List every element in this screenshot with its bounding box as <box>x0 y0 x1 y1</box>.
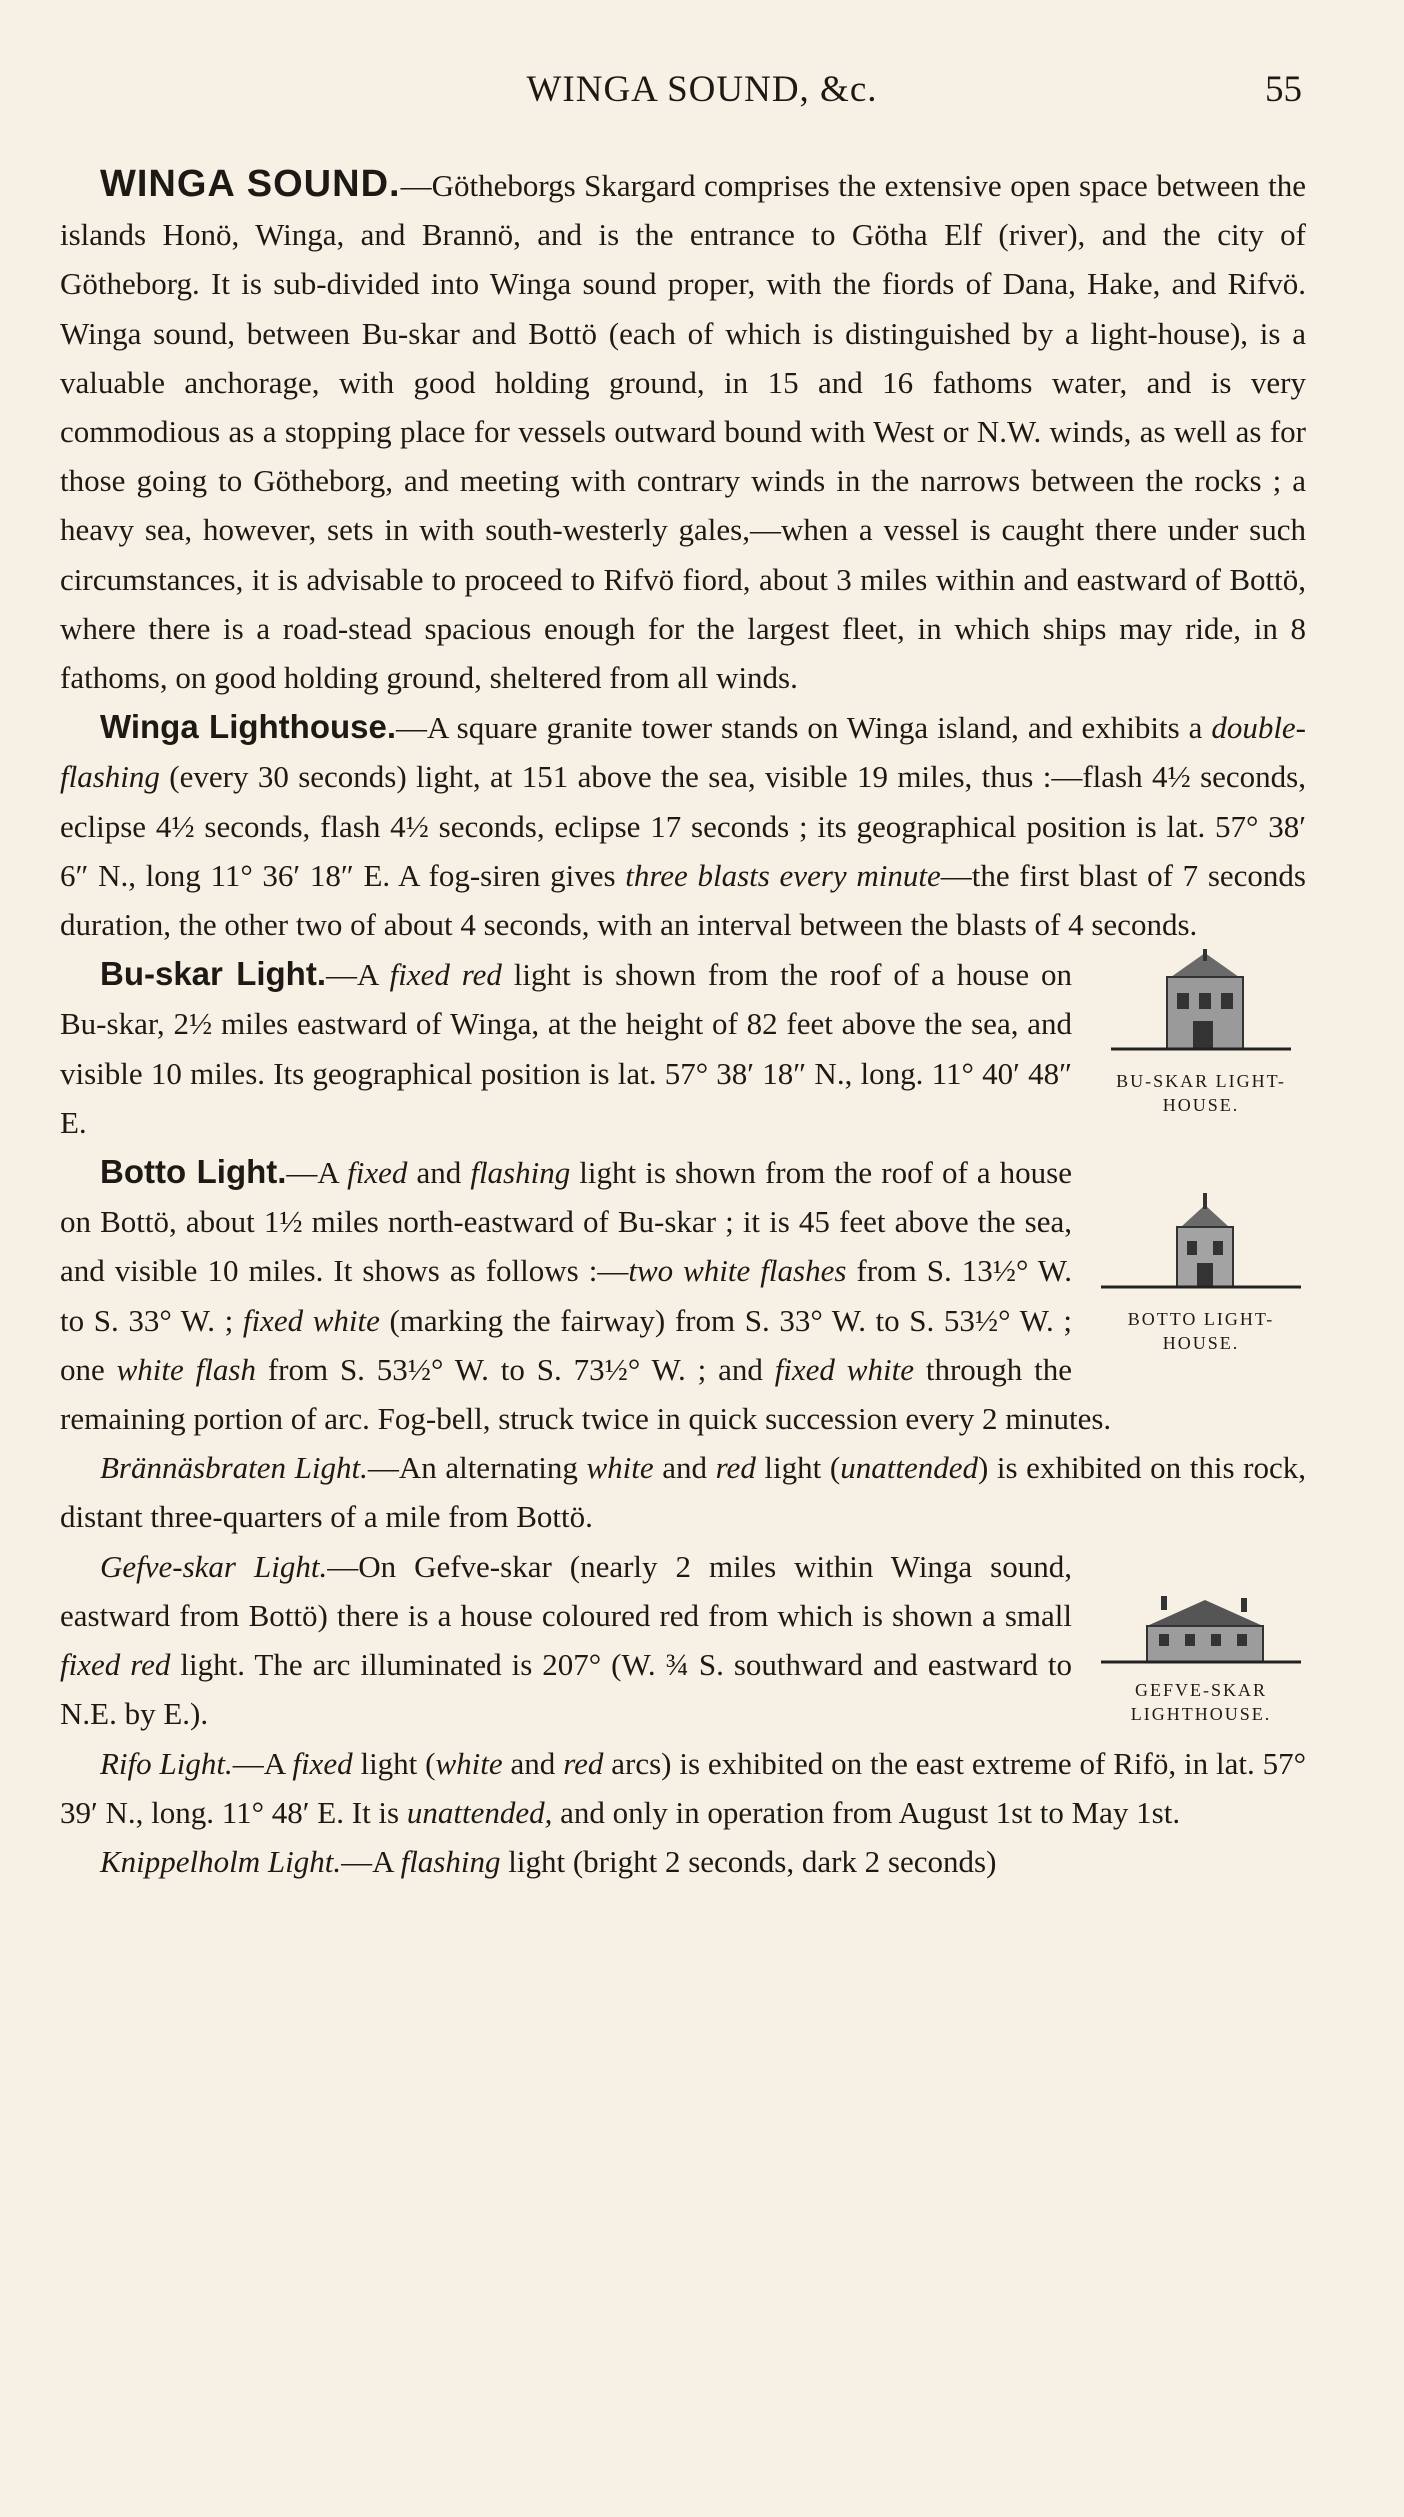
rifo-text-5: and only in operation from August 1st to May 1st. <box>552 1794 1181 1830</box>
winga-lighthouse-heading: Winga Lighthouse. <box>100 708 397 746</box>
winga-lighthouse-em-2: three blasts every minute <box>625 857 941 893</box>
bu-skar-caption-2: HOUSE. <box>1162 1095 1240 1116</box>
knippelholm-em-1: flashing <box>400 1843 501 1879</box>
rifo-paragraph <box>60 1739 1306 1837</box>
brannasbraten-heading: Brännäsbraten Light. <box>100 1450 368 1486</box>
winga-lighthouse-text-2: (every 30 seconds) light, at 151 above the sea, visible 19 miles, thus :—flash 4½ seconds, eclipse 4½ seconds, flash 4½ seconds, eclipse 17 seconds ; its geographical position is lat. 57° 38′ 6″ N., long 11° 36′ 18″ E. A fog-siren gives <box>60 759 1306 893</box>
botto-em-3: two white flashes <box>628 1253 847 1289</box>
winga-lighthouse-paragraph <box>60 702 1306 949</box>
brannasbraten-paragraph <box>60 1443 1306 1541</box>
gefve-skar-caption-2: LIGHTHOUSE. <box>1130 1703 1272 1724</box>
brannasbraten-text-1: —An alternating <box>367 1450 587 1486</box>
botto-heading: Botto Light. <box>100 1153 287 1191</box>
winga-sound-paragraph <box>60 160 1306 702</box>
rifo-text-2: light ( <box>352 1745 436 1781</box>
body-text <box>60 160 1306 1886</box>
brannasbraten-em-1: white <box>586 1450 654 1486</box>
brannasbraten-em-2: red <box>715 1450 756 1486</box>
bu-skar-figure <box>1096 949 1306 1117</box>
knippelholm-paragraph <box>60 1837 1306 1886</box>
botto-em-4: fixed white <box>242 1302 380 1338</box>
brannasbraten-text-2: and <box>653 1450 716 1486</box>
botto-text-7: through the remaining portion of arc. Fog-bell, struck twice in quick succession every 2 minutes. <box>60 1351 1112 1437</box>
winga-lighthouse-text-3: —the first blast of 7 seconds duration, the other two of about 4 seconds, with an interval between the blasts of 4 seconds. <box>60 857 1307 943</box>
brannasbraten-text-3: light ( <box>755 1450 841 1486</box>
bu-skar-em-1: fixed red <box>389 957 502 993</box>
brannasbraten-text-4: ) is exhibited on this rock, distant three-quarters of a mile from Bottö. <box>60 1450 1306 1535</box>
rifo-em-1: fixed <box>292 1745 353 1781</box>
botto-text-3: light is shown from the roof of a house on Bottö, about 1½ miles north-eastward of Bu-skar ; it is 45 feet above the sea, and visible 10 miles. It shows as follows :— <box>60 1155 1073 1289</box>
page-header <box>0 68 1404 118</box>
winga-lighthouse-em-1: double-flashing <box>60 710 1307 795</box>
running-head: WINGA SOUND, &c. <box>526 69 878 110</box>
botto-em-1: fixed <box>347 1155 408 1191</box>
rifo-em-4: unattended, <box>406 1794 553 1830</box>
botto-lighthouse-drawing <box>1101 1187 1301 1307</box>
botto-text-1: —A <box>286 1155 348 1191</box>
botto-caption-2: HOUSE. <box>1162 1333 1240 1354</box>
rifo-text-4: arcs) is exhibited on the east extreme of Rifö, in lat. 57° 39′ N., long. 11° 48′ E. It is <box>60 1745 1306 1830</box>
botto-em-6: fixed white <box>774 1351 914 1387</box>
gefve-skar-caption-1: GEFVE-SKAR <box>1134 1679 1267 1700</box>
bu-skar-text-1: —A <box>326 957 390 993</box>
brannasbraten-em-3: unattended <box>840 1450 978 1486</box>
botto-figure <box>1096 1187 1306 1355</box>
rifo-em-2: white <box>435 1745 503 1781</box>
botto-em-2: flashing <box>470 1155 571 1191</box>
page-number: 55 <box>1265 69 1302 110</box>
knippelholm-text-2: light (bright 2 seconds, dark 2 seconds) <box>500 1843 997 1879</box>
botto-text-2: and <box>407 1155 471 1191</box>
knippelholm-text-1: —A <box>341 1843 401 1879</box>
bu-skar-heading: Bu-skar Light. <box>100 955 326 993</box>
botto-em-5: white flash <box>116 1351 256 1387</box>
gefve-skar-lighthouse-drawing <box>1101 1592 1301 1678</box>
gefve-skar-text-2: light. The arc illuminated is 207° (W. ¾ S. southward and eastward to N.E. by E.). <box>60 1647 1072 1732</box>
gefve-skar-text-1: —On Gefve-skar (nearly 2 miles within Winga sound, eastward from Bottö) there is a house coloured red from which is shown a small <box>60 1548 1072 1633</box>
bu-skar-lighthouse-drawing <box>1101 949 1301 1069</box>
winga-lighthouse-text-1: —A square granite tower stands on Winga island, and exhibits a <box>396 710 1212 746</box>
rifo-em-3: red <box>563 1745 604 1781</box>
botto-text-6: from S. 53½° W. to S. 73½° W. ; and <box>255 1351 775 1387</box>
botto-caption-1: BOTTO LIGHT- <box>1127 1309 1275 1330</box>
winga-sound-text: —Götheborgs Skargard comprises the extensive open space between the islands Honö, Winga, and Brannö, and is the entrance to Götha Elf (river), and the city of Götheborg. It is sub-divided into Winga sound proper, with the fiords of Dana, Hake, and Rifvö. Winga sound, between Bu-skar and Bottö (each of which is distinguished by a light-house), is a valuable anchorage, with good holding ground, in 15 and 16 fathoms water, and is very commodious as a stopping place for vessels outward bound with West or N.W. winds, as well as for those going to Götheborg, and meeting with contrary winds in the narrows between the rocks ; a heavy sea, however, sets in with south-westerly gales,—when a vessel is caught there under such circumstances, it is advisable to proceed to Rifvö fiord, about 3 miles within and eastward of Bottö, where there is a road-stead spacious enough for the largest fleet, in which ships may ride, in 8 fathoms, on good holding ground, sheltered from all winds. <box>60 168 1306 696</box>
winga-sound-heading: WINGA SOUND. <box>100 163 401 205</box>
bu-skar-caption-1: BU-SKAR LIGHT- <box>1116 1071 1286 1092</box>
gefve-skar-figure <box>1096 1592 1306 1726</box>
gefve-skar-em-1: fixed red <box>60 1647 171 1683</box>
botto-text-4: from S. 13½° W. to S. 33° W. ; <box>60 1253 1072 1338</box>
rifo-text-3: and <box>502 1745 564 1781</box>
rifo-text-1: —A <box>232 1745 293 1781</box>
gefve-skar-heading: Gefve-skar Light. <box>100 1548 328 1584</box>
bu-skar-text-2: light is shown from the roof of a house on Bu-skar, 2½ miles eastward of Winga, at the height of 82 feet above the sea, and visible 10 miles. Its geographical position is lat. 57° 38′ 18″ N., long. 11° 40′ 48″ E. <box>60 957 1072 1140</box>
rifo-heading: Rifo Light. <box>100 1745 233 1781</box>
knippelholm-heading: Knippelholm Light. <box>100 1843 342 1879</box>
botto-text-5: (marking the fairway) from S. 33° W. to S. 53½° W. ; one <box>60 1302 1073 1387</box>
